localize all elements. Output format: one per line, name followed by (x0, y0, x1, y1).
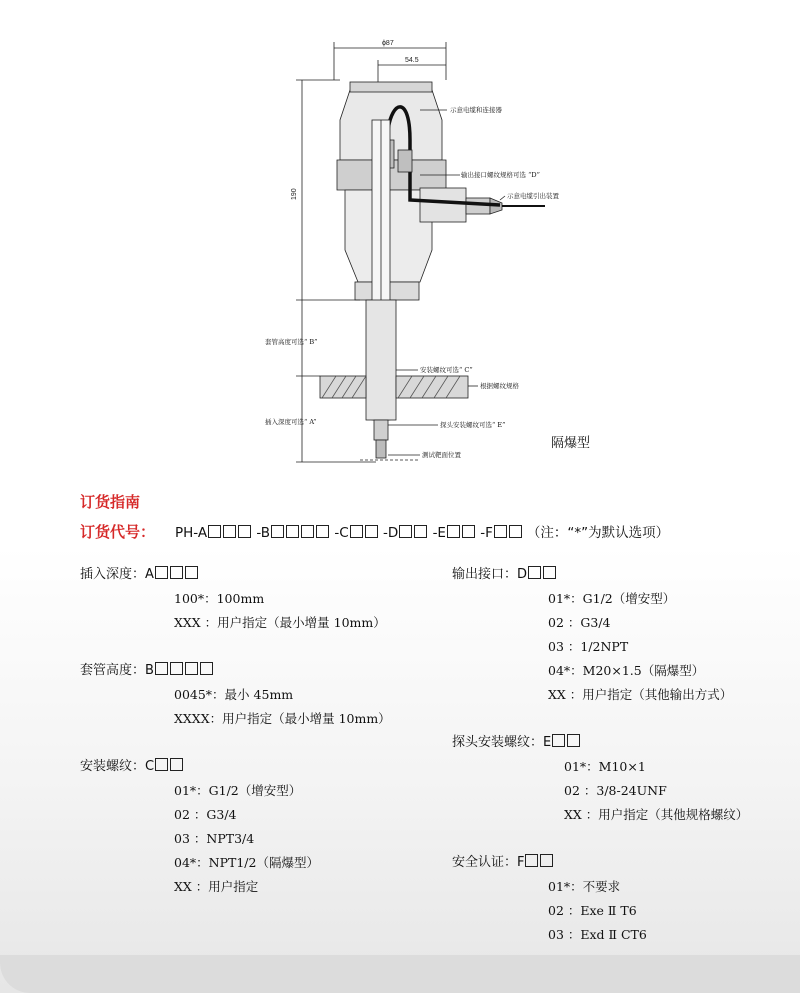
code-box (567, 734, 580, 747)
option-item: 04*：NPT1/2（隔爆型） (174, 855, 319, 870)
by-thread-label: 根据螺纹规格 (480, 382, 519, 390)
dim-54-5-label: 54.5 (405, 57, 419, 64)
insert-depth-label: 插入深度可选“ A” (265, 418, 317, 426)
code-box (552, 734, 565, 747)
option-item: 03 ：NPT3/4 (174, 831, 255, 846)
option-group-label: 安装螺纹：C (80, 759, 155, 774)
code-part-b: -B (256, 525, 271, 541)
option-item: 02 ：Exe Ⅱ T6 (548, 903, 637, 918)
option-group-label: 套管高度：B (80, 663, 154, 678)
option-item: 0045*：最小 45mm (174, 687, 294, 702)
option-item: 04*：M20×1.5（隔爆型） (548, 663, 705, 678)
option-item: 01*：G1/2（增安型） (174, 783, 302, 798)
option-group-label: 输出接口：D (452, 567, 528, 582)
option-item: 01*：G1/2（增安型） (548, 591, 676, 606)
option-item: XX ：用户指定 (174, 879, 259, 894)
dim-190-label: 190 (291, 188, 298, 200)
code-box (528, 566, 541, 579)
code-box (200, 662, 213, 675)
option-item: XX ：用户指定（其他规格螺纹） (564, 807, 749, 822)
sensor-technical-drawing (250, 30, 610, 470)
option-item: 03 ：1/2NPT (548, 639, 629, 654)
order-code-label: 订货代号： (80, 523, 156, 541)
option-item: XXXX：用户指定（最小增量 10mm） (174, 711, 391, 726)
sleeve-height-label: 套管高度可选“ B” (265, 338, 318, 346)
right-options-column (452, 563, 748, 947)
option-item: 01*：M10×1 (564, 759, 646, 774)
code-box (170, 662, 183, 675)
order-code-line (80, 521, 669, 542)
option-group-heading (452, 851, 748, 875)
code-box (155, 758, 168, 771)
option-group-heading (452, 563, 748, 587)
code-box (525, 854, 538, 867)
option-group-label: 插入深度：A (80, 567, 154, 582)
option-group-label: 安全认证：F (452, 855, 525, 870)
code-part-f: -F (480, 525, 493, 541)
code-box (170, 566, 183, 579)
code-part-a: PH-A (175, 525, 208, 541)
code-part-e: -E (432, 525, 446, 541)
code-box (543, 566, 556, 579)
code-box (155, 662, 168, 675)
option-item: 01*：不要求 (548, 879, 621, 894)
probe-thread-label: 探头安装螺纹可选“ E” (440, 421, 506, 429)
code-box (185, 566, 198, 579)
option-item: 02 ：3/8-24UNF (564, 783, 667, 798)
option-item: 03 ：Exd Ⅱ CT6 (548, 927, 647, 942)
option-group-heading (80, 563, 391, 587)
code-part-c: -C (334, 525, 349, 541)
cable-device-label: 示意电缆引出装置 (507, 192, 559, 200)
option-item: XXX ：用户指定（最小增量 10mm） (174, 615, 386, 630)
variant-label: 隔爆型 (551, 436, 591, 451)
option-group-label: 探头安装螺纹：E (452, 735, 552, 750)
option-group-heading (80, 755, 391, 779)
code-box (185, 662, 198, 675)
option-item: 02 ：G3/4 (548, 615, 611, 630)
measure-position-label: 测试靶面位置 (422, 451, 461, 459)
code-box (155, 566, 168, 579)
output-thread-label: 输出接口螺纹规格可选 “D” (461, 171, 540, 179)
dim-phi87-label: ϕ87 (382, 40, 394, 47)
option-group-heading (452, 731, 748, 755)
code-box (540, 854, 553, 867)
option-item: 02 ：G3/4 (174, 807, 237, 822)
option-group-heading (80, 659, 391, 683)
code-part-d: -D (382, 525, 399, 541)
code-note: （注：“*”为默认选项） (526, 525, 670, 541)
cable-connector-label: 示意电缆和连接器 (450, 106, 502, 114)
left-options-column (80, 563, 391, 899)
option-item: 100*：100mm (174, 591, 265, 606)
install-thread-label: 安装螺纹可选“ C” (420, 366, 473, 374)
code-box (170, 758, 183, 771)
ordering-guide-title: 订货指南 (80, 493, 141, 511)
page-footer-band (0, 955, 800, 993)
option-item: XX ：用户指定（其他输出方式） (548, 687, 733, 702)
